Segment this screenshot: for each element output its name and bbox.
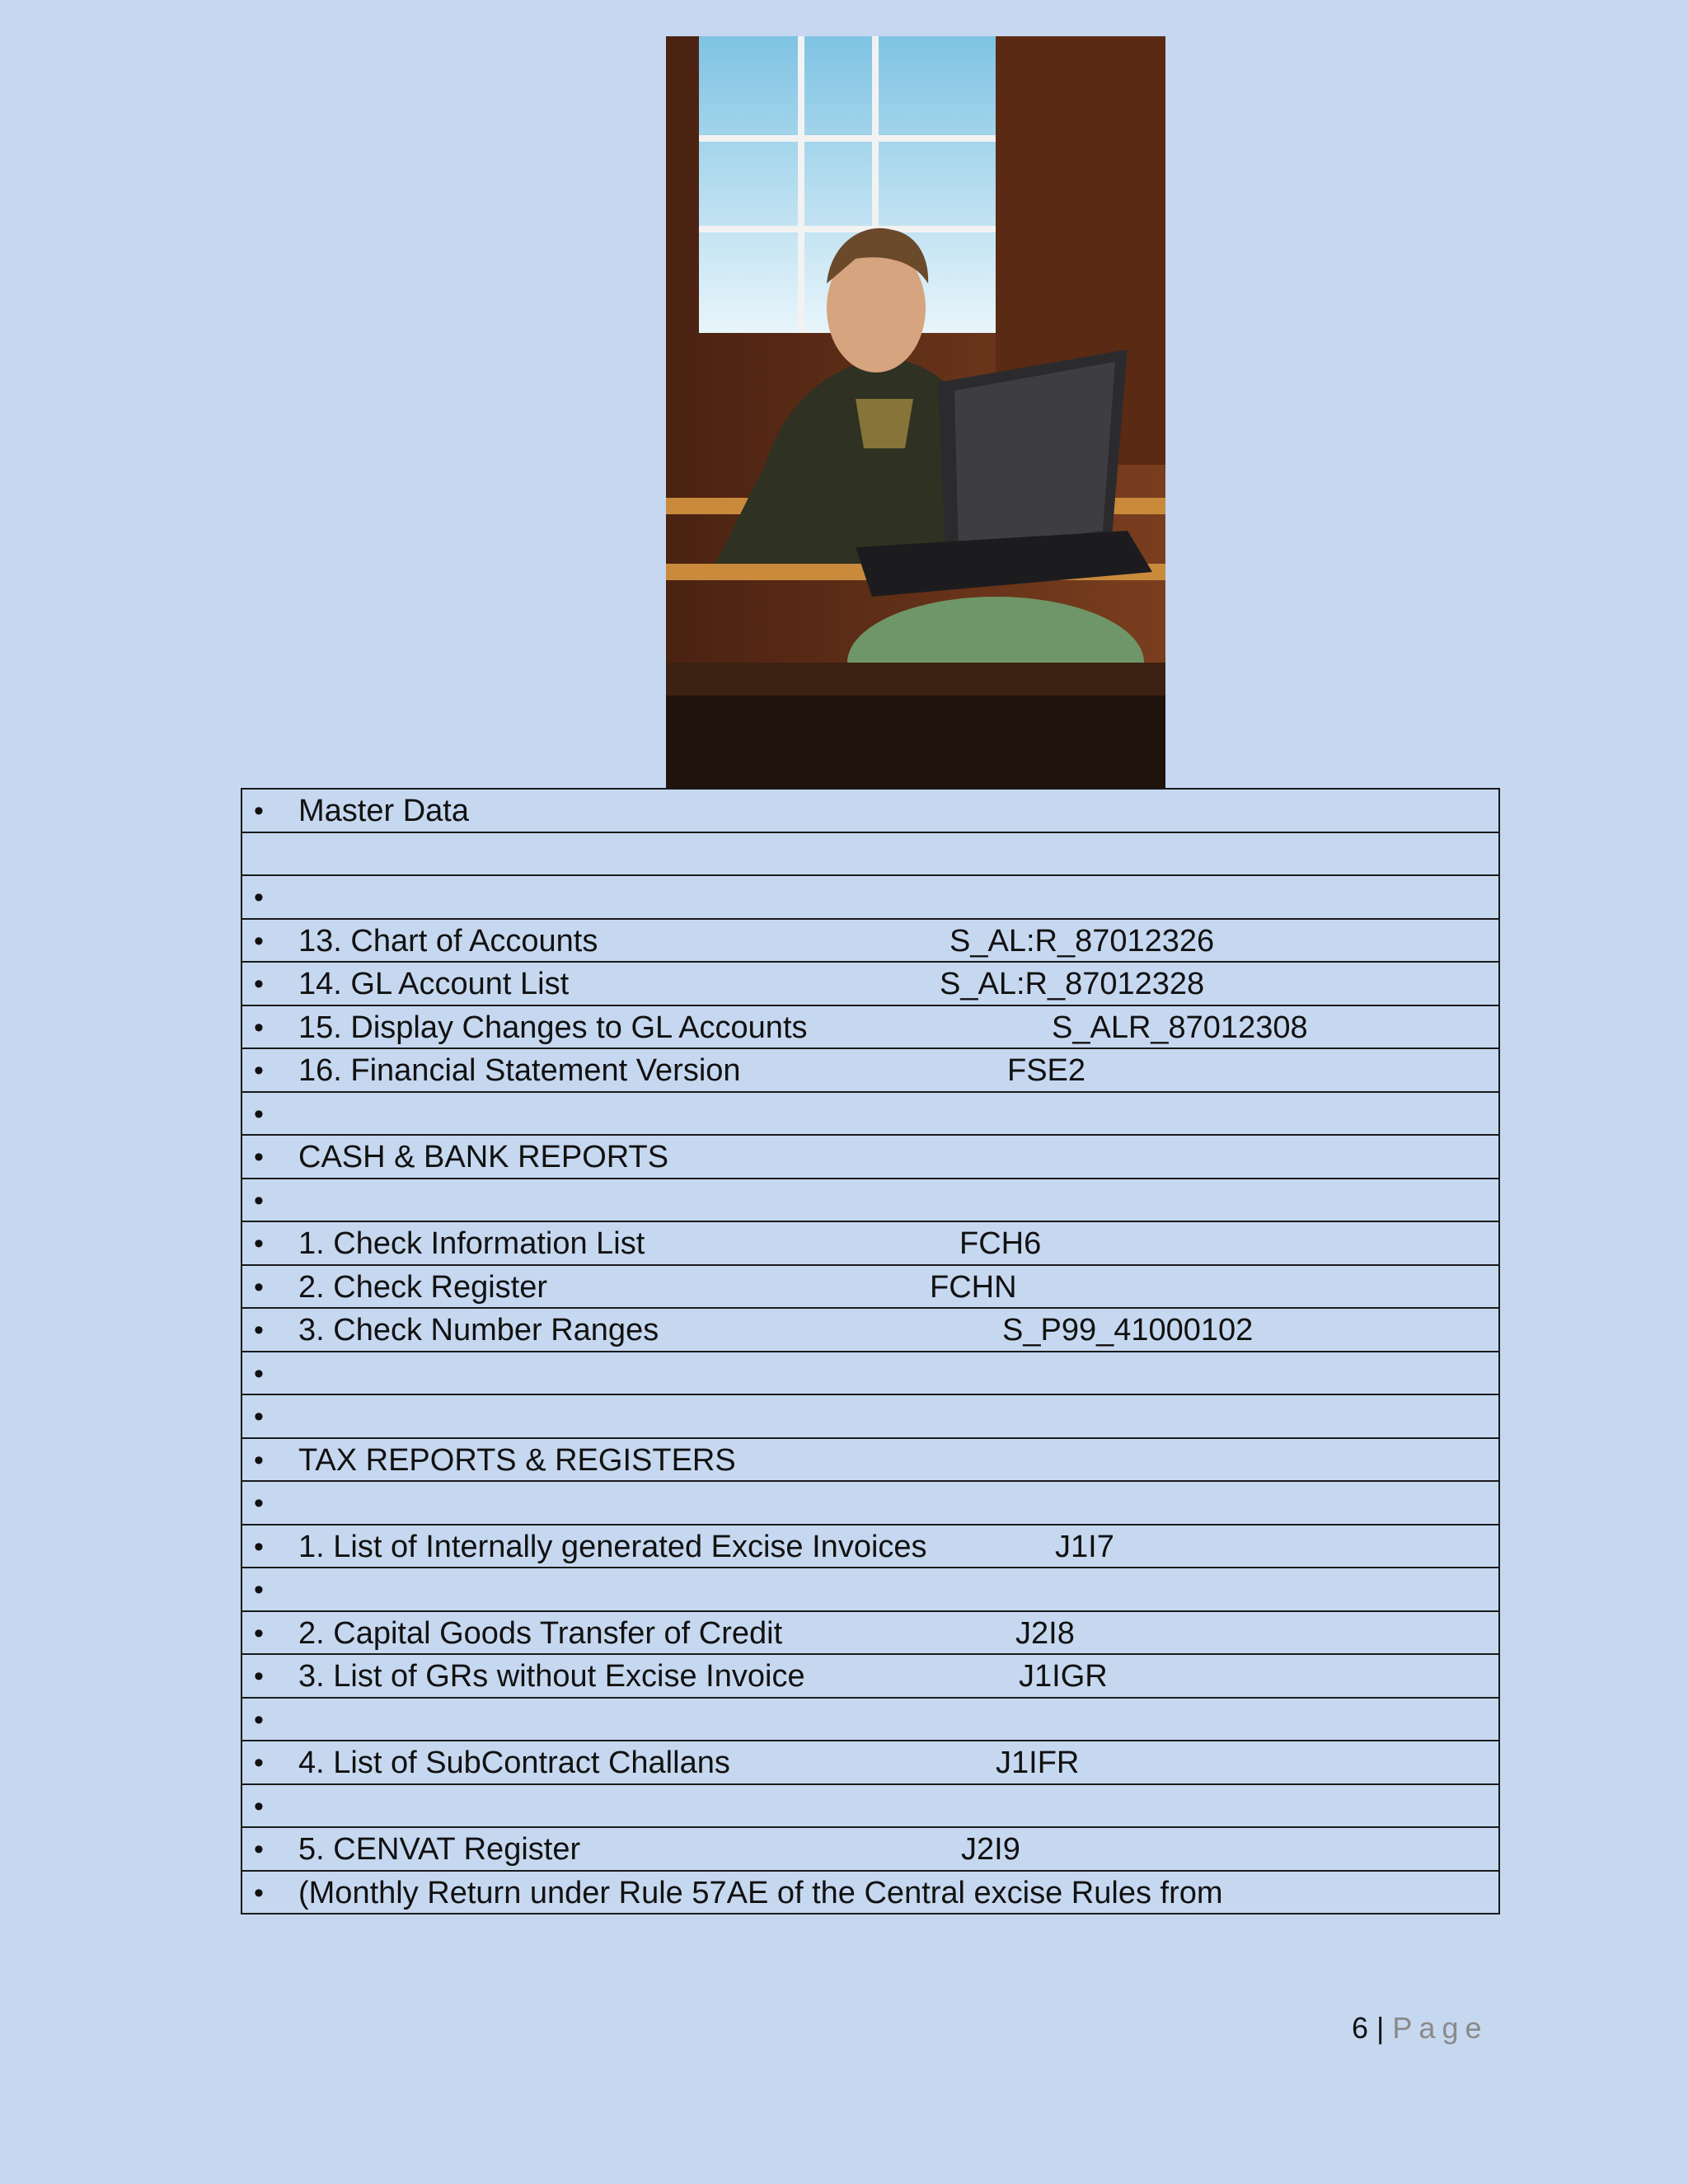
bullet-icon: •: [254, 1790, 264, 1822]
bullet-icon: •: [254, 1574, 264, 1605]
transaction-code: J1IGR: [1019, 1659, 1108, 1694]
row-label: 14. GL Account List: [298, 967, 570, 1001]
table-row: [242, 1395, 1498, 1439]
table-row: [242, 1136, 1498, 1179]
bullet-icon: •: [254, 1834, 264, 1865]
footer-separator: |: [1376, 2011, 1385, 2045]
row-label: 3. Check Number Ranges: [298, 1313, 659, 1347]
transaction-code: FCH6: [959, 1226, 1042, 1261]
table-row: [242, 1568, 1498, 1612]
bullet-icon: •: [254, 1747, 264, 1779]
table-row: [242, 1526, 1498, 1569]
bullet-icon: •: [254, 882, 264, 913]
row-label: CASH & BANK REPORTS: [298, 1140, 669, 1174]
table-row: [242, 1006, 1498, 1050]
table-row: [242, 1828, 1498, 1872]
table-row: [242, 1785, 1498, 1829]
row-label: 2. Check Register: [298, 1269, 548, 1305]
table-row: [242, 920, 1498, 963]
table-row: [242, 1439, 1498, 1483]
bullet-icon: •: [254, 1055, 264, 1086]
transaction-code: J2I9: [961, 1832, 1020, 1867]
bullet-icon: •: [254, 795, 264, 827]
table-row: [242, 1266, 1498, 1310]
table-row: [242, 876, 1498, 920]
table-row: [242, 1222, 1498, 1266]
bullet-icon: •: [254, 1704, 264, 1736]
row-label: 1. Check Information List: [298, 1226, 645, 1261]
page-label: Page: [1392, 2011, 1489, 2045]
table-row: [242, 1655, 1498, 1699]
bullet-icon: •: [254, 1444, 264, 1476]
page-number: 6: [1352, 2011, 1369, 2045]
transaction-code: S_AL:R_87012328: [940, 967, 1205, 1001]
bullet-icon: •: [254, 1271, 264, 1303]
table-row: [242, 1093, 1498, 1137]
row-label: 16. Financial Statement Version: [298, 1053, 741, 1088]
bullet-icon: •: [254, 1315, 264, 1346]
bullet-icon: •: [254, 925, 264, 957]
table-row: [242, 1872, 1498, 1915]
row-label: TAX REPORTS & REGISTERS: [298, 1442, 736, 1478]
bullet-icon: •: [254, 1141, 264, 1173]
report-table: [241, 788, 1500, 1915]
bullet-icon: •: [254, 1184, 264, 1216]
row-label: 1. List of Internally generated Excise Invoices: [298, 1529, 927, 1564]
student-laptop-photo: [666, 36, 1165, 789]
table-row: [242, 1741, 1498, 1785]
bullet-icon: •: [254, 1488, 264, 1519]
table-row: [242, 1049, 1498, 1093]
bullet-icon: •: [254, 1661, 264, 1692]
table-row: [242, 963, 1498, 1006]
row-label: Master Data: [298, 794, 469, 828]
transaction-code: S_AL:R_87012326: [950, 923, 1215, 958]
row-label: 3. List of GRs without Excise Invoice: [298, 1659, 805, 1694]
bullet-icon: •: [254, 968, 264, 1000]
bullet-icon: •: [254, 1877, 264, 1909]
row-label: (Monthly Return under Rule 57AE of the Central excise Rules from: [298, 1875, 1223, 1910]
table-row: [242, 1699, 1498, 1742]
row-label: 4. List of SubContract Challans: [298, 1746, 730, 1780]
table-row: [242, 1612, 1498, 1656]
row-label: 15. Display Changes to GL Accounts: [298, 1010, 808, 1045]
table-row: [242, 790, 1498, 833]
row-label: 2. Capital Goods Transfer of Credit: [298, 1615, 783, 1651]
bullet-icon: •: [254, 1098, 264, 1130]
page-footer: [1352, 2011, 1489, 2046]
bullet-icon: •: [254, 1011, 264, 1043]
transaction-code: S_ALR_87012308: [1052, 1010, 1308, 1045]
transaction-code: FCHN: [930, 1269, 1017, 1305]
bullet-icon: •: [254, 1228, 264, 1259]
transaction-code: J1I7: [1055, 1529, 1114, 1564]
table-row: [242, 833, 1498, 877]
transaction-code: J2I8: [1015, 1615, 1075, 1651]
table-row: [242, 1179, 1498, 1223]
table-row: [242, 1482, 1498, 1526]
row-label: 13. Chart of Accounts: [298, 923, 598, 958]
bullet-icon: •: [254, 1617, 264, 1649]
table-row: [242, 1309, 1498, 1352]
transaction-code: J1IFR: [996, 1746, 1080, 1780]
bullet-icon: •: [254, 1401, 264, 1432]
row-label: 5. CENVAT Register: [298, 1832, 581, 1867]
transaction-code: S_P99_41000102: [1002, 1313, 1254, 1347]
transaction-code: FSE2: [1007, 1053, 1086, 1088]
bullet-icon: •: [254, 1530, 264, 1563]
bullet-icon: •: [254, 1357, 264, 1390]
table-row: [242, 1352, 1498, 1396]
